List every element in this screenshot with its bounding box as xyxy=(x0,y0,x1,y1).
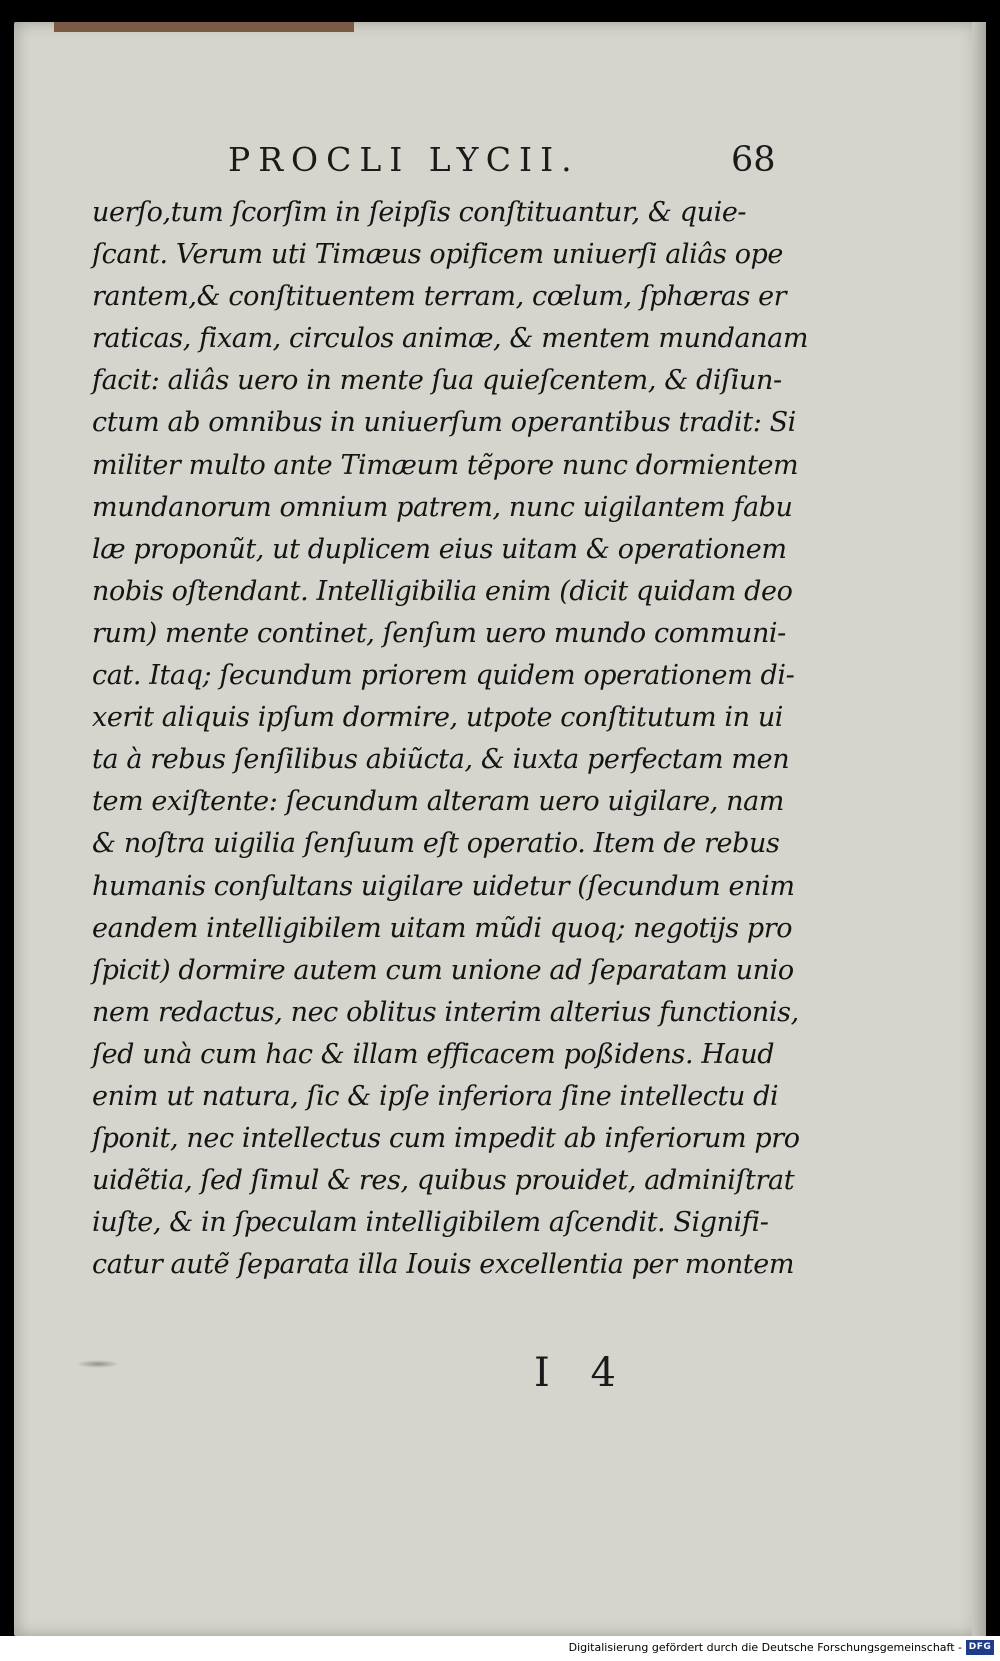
text-line: militer multo ante Timæum tẽpore nunc dormientem xyxy=(92,449,799,481)
text-line: rantem,& conſtituentem terram, cœlum, ſphæras er xyxy=(92,281,787,313)
text-line: eandem intelligibilem uitam mũdi quoq; negotijs pro xyxy=(92,912,793,944)
text-line: enim ut natura, ſic & ipſe inferiora ſine intellectu di xyxy=(92,1080,779,1112)
text-line: cat. Itaq; ſecundum priorem quidem operationem di- xyxy=(92,660,795,692)
text-line: iuſte, & in ſpeculam intelligibilem aſcendit. Signifi- xyxy=(92,1207,769,1239)
text-line: ſponit, nec intellectus cum impedit ab inferiorum pro xyxy=(92,1123,800,1155)
text-line: ta à rebus ſenſilibus abiũcta, & iuxta perfectam men xyxy=(92,744,790,776)
page-top-shadow xyxy=(54,22,354,32)
text-line: nem redactus, nec oblitus interim alterius functionis, xyxy=(92,996,799,1028)
text-line: uerſo,tum ſcorſim in ſeipſis conſtituantur, & quie- xyxy=(92,197,747,228)
text-line: læ proponũt, ut duplicem eius uitam & operationem xyxy=(92,533,787,565)
text-line: xerit aliquis ipſum dormire, utpote conſtitutum in ui xyxy=(92,702,784,734)
body-text xyxy=(92,192,809,1286)
text-line: rum) mente continet, ſenſum uero mundo communi- xyxy=(92,617,786,649)
text-line: mundanorum omnium patrem, nunc uigilantem fabu xyxy=(92,491,793,523)
footer-credit: Digitalisierung gefördert durch die Deutsche Forschungsgemeinschaft - xyxy=(568,1641,962,1654)
text-line: raticas, fixam, circulos animæ, & mentem mundanam xyxy=(92,323,809,355)
signature-mark: I 4 xyxy=(534,1350,630,1396)
text-line: nobis oſtendant. Intelligibilia enim (dicit quidam deo xyxy=(92,575,793,607)
text-line: tem exiſtente: ſecundum alteram uero uigilare, nam xyxy=(92,786,784,818)
footer-strip xyxy=(0,1636,1000,1661)
text-line: uidẽtia, ſed ſimul & res, quibus prouidet, adminiſtrat xyxy=(92,1165,795,1197)
book-page xyxy=(14,22,986,1636)
text-line: ſed unà cum hac & illam efficacem poßidens. Haud xyxy=(92,1038,775,1070)
page-edge xyxy=(972,22,986,1636)
text-line: facit: aliâs uero in mente ſua quieſcentem, & diſiun- xyxy=(92,365,782,397)
running-title: PROCLI LYCII. xyxy=(228,140,580,179)
text-line: & noſtra uigilia ſenſuum eſt operatio. Item de rebus xyxy=(92,828,780,860)
text-line: humanis conſultans uigilare uidetur (ſecundum enim xyxy=(92,870,795,902)
ink-smudge xyxy=(76,1360,120,1368)
text-line: ctum ab omnibus in uniuerſum operantibus tradit: Si xyxy=(92,407,796,439)
dfg-logo: DFG xyxy=(966,1640,994,1655)
text-line: ſpicit) dormire autem cum unione ad ſeparatam unio xyxy=(92,954,794,986)
text-line: catur autẽ ſeparata illa Iouis excellentia per montem xyxy=(92,1249,795,1281)
page-number: 68 xyxy=(731,140,776,180)
running-head xyxy=(228,140,828,190)
text-line: ſcant. Verum uti Timæus opificem uniuerſi aliâs ope xyxy=(92,239,784,271)
